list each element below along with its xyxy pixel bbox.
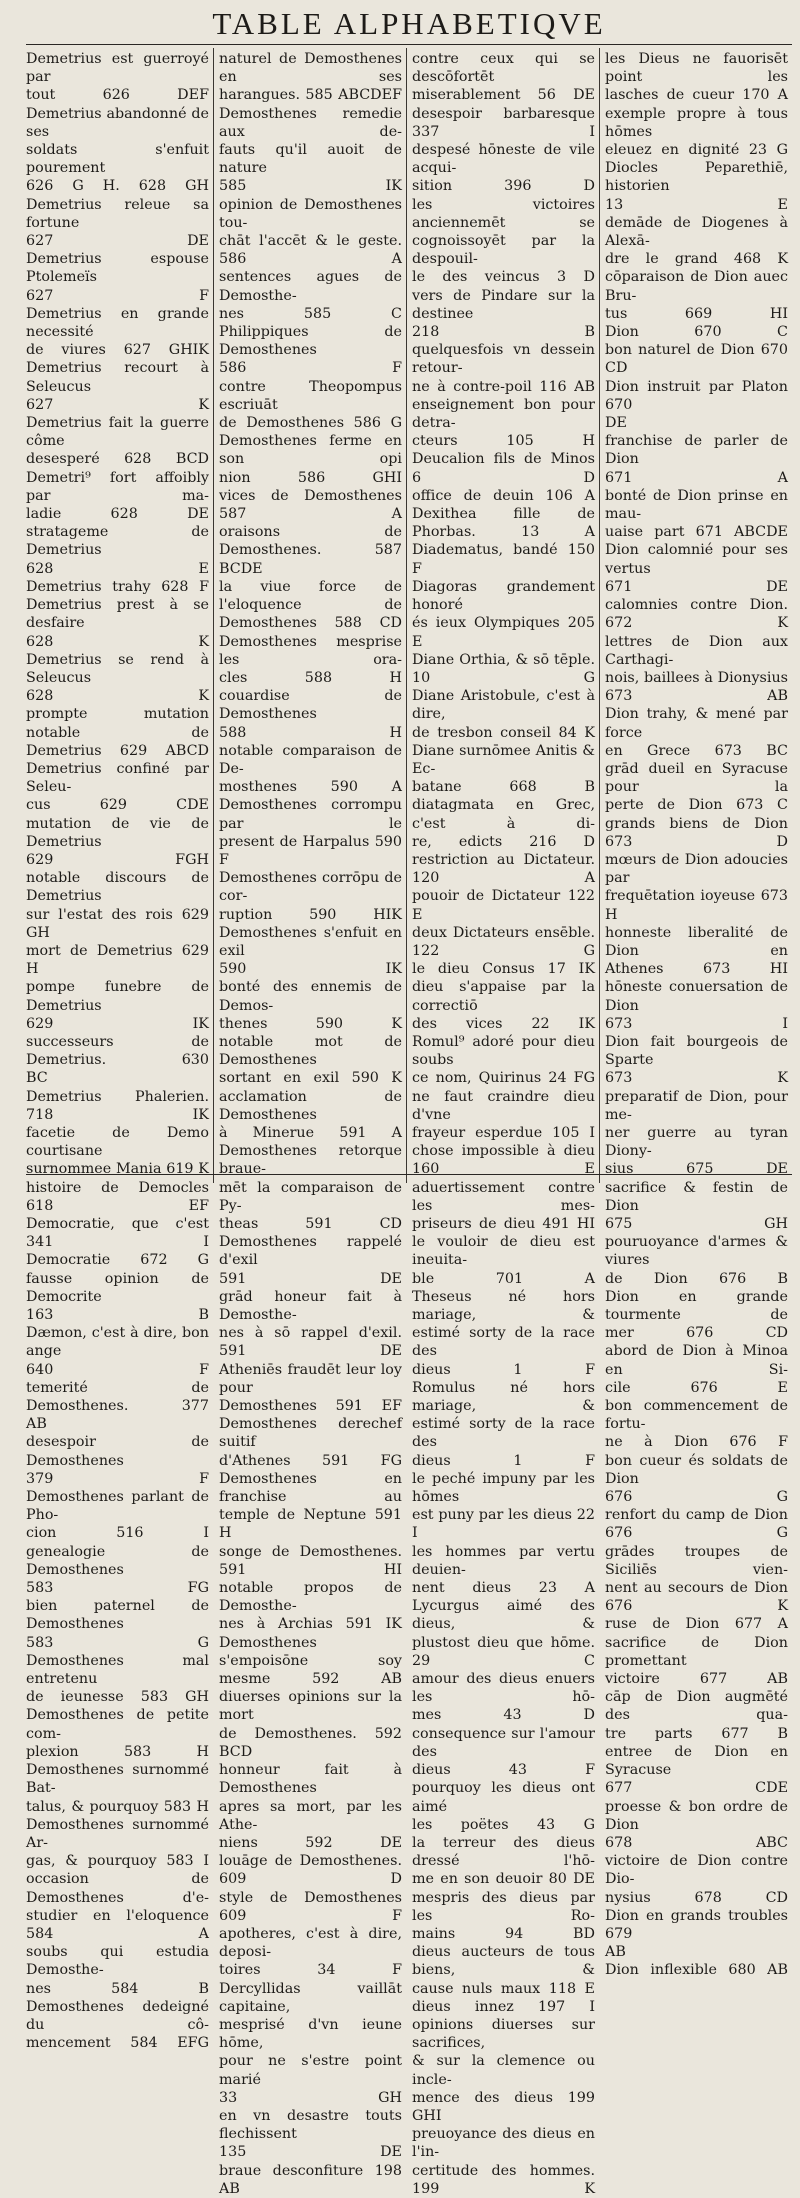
index-line: notable discours de Demetrius <box>26 870 209 905</box>
index-line: apotheres, c'est à dire, deposi- <box>219 1925 402 1961</box>
index-line: diatagmata en Grec, c'est à di- <box>412 797 595 832</box>
index-line: uaise part 671 ABCDE <box>605 524 788 541</box>
page-header <box>26 4 792 45</box>
index-line: sius 675 DE <box>605 1161 788 1178</box>
index-line: Demosthenes corrōpu de cor- <box>219 870 402 905</box>
index-line: de Demosthenes 586 G <box>219 415 402 432</box>
index-line: nes 584 B <box>26 1980 209 1997</box>
index-line: 678 ABC <box>605 1834 788 1851</box>
index-line: contre ceux qui se descōfortēt <box>412 51 595 86</box>
index-line: mutation de vie de Demetrius <box>26 815 209 850</box>
index-line: Demosthenes en franchise au <box>219 1470 402 1506</box>
index-line: Diagoras grandement honoré <box>412 578 595 614</box>
index-line: de ieunesse 583 GH <box>26 1689 209 1706</box>
index-line: franchise de parler de Dion <box>605 433 788 468</box>
index-line: Demetrius est guerroyé par <box>26 51 209 86</box>
index-line: Dion fait bourgeois de Sparte <box>605 1033 788 1069</box>
index-line: exemple propre à tous hōmes <box>605 105 788 140</box>
index-line: opinions diuerses sur sacrifices, <box>412 2016 595 2052</box>
index-line: cus 629 CDE <box>26 797 209 814</box>
index-line: des vices 22 IK <box>412 1015 595 1032</box>
index-line: mes 43 D <box>412 1707 595 1724</box>
index-line: nes à Archias 591 IK <box>219 1616 402 1633</box>
index-line: ce nom, Quirinus 24 FG <box>412 1070 595 1087</box>
index-line: Demosthenes de petite com- <box>26 1707 209 1742</box>
index-line: le vouloir de dieu est ineuita- <box>412 1234 595 1269</box>
index-line: dieus 43 F <box>412 1762 595 1779</box>
index-line: 628 K <box>26 688 209 705</box>
index-line: Demetrius prest à se desfaire <box>26 597 209 632</box>
index-line: sentences agues de Demosthe- <box>219 269 402 304</box>
index-line: studier en l'eloquence <box>26 1907 209 1924</box>
index-line: les poëtes 43 G <box>412 1816 595 1833</box>
index-line: bon commencement de fortu- <box>605 1398 788 1433</box>
index-line: 379 F <box>26 1470 209 1487</box>
index-line: sortant en exil 590 K <box>219 1070 402 1087</box>
index-line: pour ne s'estre point marié <box>219 2053 402 2088</box>
index-line: preparatif de Dion, pour me- <box>605 1088 788 1123</box>
index-line: apres sa mort, par les Athe- <box>219 1798 402 1833</box>
index-line: la viue force de l'eloquence de <box>219 578 402 614</box>
index-line: fausse opinion de Democrite <box>26 1270 209 1305</box>
index-line: proesse & bon ordre de Dion <box>605 1798 788 1833</box>
index-line: nois, baillees à Dionysius <box>605 669 788 686</box>
index-line: thenes 590 K <box>219 1015 402 1032</box>
index-line: Dion en grands troubles 679 <box>605 1907 788 1942</box>
index-line: 590 IK <box>219 961 402 978</box>
index-line: louāge de Demosthenes. 609 D <box>219 1853 402 1888</box>
index-line: d'Athenes 591 FG <box>219 1452 402 1469</box>
index-line: Diocles Peparethiē, historien <box>605 160 788 195</box>
index-line: cognoissoyēt par la despouil- <box>412 233 595 268</box>
index-line: hōneste conuersation de Dion <box>605 979 788 1014</box>
index-line: frayeur esperdue 105 I <box>412 1124 595 1141</box>
index-line: sur l'estat des rois 629 GH <box>26 906 209 941</box>
index-line: naturel de Demosthenes en ses <box>219 51 402 86</box>
index-line: mence des dieus 199 GHI <box>412 2089 595 2124</box>
index-line: Dion 670 C <box>605 324 788 341</box>
index-line: 676 G <box>605 1489 788 1506</box>
index-line: pompe funebre de Demetrius <box>26 979 209 1014</box>
index-line: les hommes par vertu deuien- <box>412 1543 595 1578</box>
index-line: office de deuin 106 A <box>412 487 595 504</box>
index-line: Demosthenes retorque braue- <box>219 1143 402 1178</box>
index-line: Demosthenes s'enfuit en exil <box>219 924 402 959</box>
index-line: les Dieus ne fauorisēt point les <box>605 51 788 86</box>
index-line: grād dueil en Syracuse pour la <box>605 760 788 796</box>
index-line: 586 F <box>219 360 402 377</box>
index-line: Lycurgus aimé des dieus, & <box>412 1598 595 1633</box>
index-line: bonté de Dion prinse en mau- <box>605 487 788 523</box>
index-line: pouruoyance d'armes & viures <box>605 1234 788 1269</box>
index-line: à Minerue 591 A <box>219 1124 402 1141</box>
index-column-2 <box>213 48 406 2197</box>
index-line: lettres de Dion aux Carthagi- <box>605 633 788 668</box>
index-line: prompte mutation notable de <box>26 706 209 741</box>
index-line: notable propos de Demosthe- <box>219 1580 402 1615</box>
index-line: victoire 677 AB <box>605 1671 788 1688</box>
index-line: songe de Demosthenes. 591 HI <box>219 1543 402 1578</box>
index-line: Demetrius releue sa fortune <box>26 196 209 231</box>
index-line: est puny par les dieus 22 I <box>412 1507 595 1542</box>
index-line: ne à contre-poil 116 AB <box>412 378 595 395</box>
index-line: preuoyance des dieus en l'in- <box>412 2126 595 2161</box>
index-line: re, edicts 216 D <box>412 833 595 850</box>
index-line: Diane Aristobule, c'est à dire, <box>412 688 595 723</box>
index-line: mespris des dieus par les Ro- <box>412 1889 595 1924</box>
index-line: mosthenes 590 A <box>219 779 402 796</box>
index-line: contre Theopompus escriuāt <box>219 378 402 413</box>
index-line: Dæmon, c'est à dire, bon ange <box>26 1325 209 1360</box>
index-line: 629 IK <box>26 1015 209 1032</box>
index-line: grādes troupes de Siciliēs vien- <box>605 1543 788 1578</box>
index-line: diuerses opinions sur la mort <box>219 1689 402 1724</box>
index-line: talus, & pourquoy 583 H <box>26 1798 209 1815</box>
index-line: 676 K <box>605 1598 788 1615</box>
index-line: BCDE <box>219 560 263 577</box>
index-line: miserablement 56 DE <box>412 87 595 104</box>
index-line: mencement 584 EFG <box>26 2035 209 2052</box>
index-line: Demetri⁹ fort affoibly par ma- <box>26 469 209 504</box>
index-line: mesprisé d'vn ieune hōme, <box>219 2016 402 2052</box>
index-line: Demetrius abandonné de ses <box>26 105 209 140</box>
index-line: sacrifice de Dion promettant <box>605 1634 788 1669</box>
index-line: bonté des ennemis de Demos- <box>219 979 402 1014</box>
index-line: ne à Dion 676 F <box>605 1434 788 1451</box>
index-line: DE <box>605 415 627 432</box>
index-line: 583 FG <box>26 1580 209 1597</box>
index-line: genealogie de Demosthenes <box>26 1543 209 1578</box>
index-line: ruption 590 HIK <box>219 906 402 923</box>
index-line: 629 FGH <box>26 851 209 868</box>
index-line: facetie de Demo courtisane <box>26 1124 209 1160</box>
index-line: desesperé 628 BCD <box>26 451 209 468</box>
index-line: desespoir barbaresque 337 I <box>412 105 595 140</box>
index-line: sition 396 D <box>412 178 595 195</box>
index-line: Demosthenes surnommé Bat- <box>26 1762 209 1797</box>
index-line: Dion en grande tourmente de <box>605 1288 788 1324</box>
index-line: cāp de Dion augmēté des qua- <box>605 1689 788 1724</box>
index-line: Dion trahy, & mené par force <box>605 706 788 741</box>
index-line: eleuez en dignité 23 G <box>605 142 788 159</box>
index-line: 640 F <box>26 1361 209 1378</box>
index-line: soubs qui estudia Demosthe- <box>26 1944 209 1979</box>
index-line: renfort du camp de Dion <box>605 1507 788 1524</box>
index-line: & sur la clemence ou incle- <box>412 2053 595 2088</box>
index-line: demāde de Diogenes à Alexā- <box>605 214 788 250</box>
index-line: Demosthenes derechef suitif <box>219 1416 402 1451</box>
index-line: mort de Demetrius 629 H <box>26 942 209 978</box>
index-line: nion 586 GHI <box>219 469 402 486</box>
index-line: tout 626 DEF <box>26 87 209 104</box>
index-line: temerité de Demosthenes. 377 <box>26 1379 209 1415</box>
index-line: gas, & pourquoy 583 I <box>26 1853 209 1870</box>
index-line: 584 A <box>26 1925 209 1942</box>
index-line: temple de Neptune 591 H <box>219 1507 402 1542</box>
index-line: 627 F <box>26 287 209 304</box>
index-line: Demetrius recourt à Seleucus <box>26 360 209 395</box>
index-line: dre le grand 468 K <box>605 251 788 268</box>
index-line: Athenes 673 HI <box>605 961 788 978</box>
index-line: vers de Pindare sur la destinee <box>412 287 595 322</box>
index-line: Demosthenes ferme en son opi <box>219 433 402 468</box>
index-line: cause nuls maux 118 E <box>412 1980 595 1997</box>
index-line: me en son deuoir 80 DE <box>412 1871 595 1888</box>
index-line: Dercyllidas vaillāt capitaine, <box>219 1980 402 2015</box>
index-line: plexion 583 H <box>26 1743 209 1760</box>
index-line: Dexithea fille de Phorbas. 13 A <box>412 506 595 541</box>
index-line: Demetrius espouse Ptolemeïs <box>26 251 209 286</box>
index-line: dieus 1 F <box>412 1361 595 1378</box>
index-line: bon naturel de Dion 670 <box>605 342 788 359</box>
index-line: Demetrius 629 ABCD <box>26 742 209 759</box>
index-line: restriction au Dictateur. 120 A <box>412 851 595 887</box>
index-line: AB <box>26 1416 47 1433</box>
index-line: tre parts 677 B <box>605 1725 788 1742</box>
index-line: 585 IK <box>219 178 402 195</box>
index-line: Demosthenes surnommé Ar- <box>26 1816 209 1851</box>
index-line: 135 DE <box>219 2144 402 2161</box>
index-line: dieus 1 F <box>412 1452 595 1469</box>
index-line: certitude des hommes. 199 K <box>412 2162 595 2197</box>
index-line: Diane Orthia, & sō tēple. 10 G <box>412 651 595 686</box>
index-line: Deucalion fils de Minos 6 D <box>412 451 595 486</box>
index-line: mer 676 CD <box>605 1325 788 1342</box>
index-line: Demosthenes mesprise les ora- <box>219 633 402 668</box>
index-line: abord de Dion à Minoa en Si- <box>605 1343 788 1378</box>
index-column-4 <box>599 48 792 1979</box>
index-line: cteurs 105 H <box>412 433 595 450</box>
index-line: 673 AB <box>605 688 788 705</box>
index-line: de viures 627 GHIK <box>26 342 209 359</box>
index-line: toires 34 F <box>219 1962 402 1979</box>
index-line: aduertissement contre les mes- <box>412 1179 595 1214</box>
index-line: 583 G <box>26 1634 209 1651</box>
index-line: le des veincus 3 D <box>412 269 595 286</box>
index-line: Diane surnōmee Anitis & Ec- <box>412 742 595 777</box>
index-line: 628 K <box>26 633 209 650</box>
index-line: 627 DE <box>26 233 209 250</box>
index-line: amour des dieus enuers les hō- <box>412 1671 595 1706</box>
index-line: le peché impuny par les hōmes <box>412 1470 595 1506</box>
index-line: batane 668 B <box>412 779 595 796</box>
index-line: surnommee Mania 619 K <box>26 1161 209 1178</box>
index-line: en vn desastre touts flechissent <box>219 2107 402 2143</box>
index-line: cion 516 I <box>26 1525 209 1542</box>
index-line: honneste liberalité de Dion en <box>605 924 788 959</box>
index-line: plustost dieu que hōme. 29 C <box>412 1634 595 1669</box>
index-line: grād honeur fait à Demosthe- <box>219 1288 402 1324</box>
index-line: occasion de Demosthenes d'e- <box>26 1871 209 1906</box>
index-line: Democratie, que c'est 341 I <box>26 1216 209 1251</box>
index-line: consequence sur l'amour des <box>412 1725 595 1760</box>
index-line: 33 GH <box>219 2089 402 2106</box>
index-line: chāt l'accēt & le geste. 586 A <box>219 233 402 268</box>
index-line: Diadematus, bandé 150 F <box>412 542 595 577</box>
index-line: nent au secours de Dion <box>605 1580 788 1597</box>
index-line: de Demosthenes. 592 BCD <box>219 1725 402 1760</box>
index-line: Dion instruit par Platon 670 <box>605 378 788 413</box>
index-line: Demetrius se rend à Seleucus <box>26 651 209 686</box>
index-line: honneur fait à Demosthenes <box>219 1762 402 1797</box>
index-line: nes à sō rappel d'exil. 591 DE <box>219 1325 402 1360</box>
index-line: nent dieus 23 A <box>412 1580 595 1597</box>
index-line: dieus innez 197 I <box>412 1998 595 2015</box>
index-line: Demosthenes dedeigné du cô- <box>26 1998 209 2033</box>
index-line: cles 588 H <box>219 669 402 686</box>
index-line: 13 E <box>605 196 788 213</box>
index-line: Dion inflexible 680 AB <box>605 1962 788 1979</box>
index-line: 671 A <box>605 469 788 486</box>
index-line: ble 701 A <box>412 1270 595 1287</box>
index-line: mains 94 BD <box>412 1925 595 1942</box>
index-line: ruse de Dion 677 A <box>605 1616 788 1633</box>
index-line: Demosthenes corrompu par le <box>219 797 402 832</box>
index-line: 218 B <box>412 324 595 341</box>
index-line: 163 B <box>26 1307 209 1324</box>
index-line: estimé sorty de la race des <box>412 1325 595 1360</box>
index-line: les victoires anciennemēt se <box>412 196 595 231</box>
index-column-1 <box>26 48 213 2052</box>
index-line: 673 K <box>605 1070 788 1087</box>
index-line: CD <box>605 360 628 377</box>
index-line: niens 592 DE <box>219 1834 402 1851</box>
index-line: pouoir de Dictateur 122 E <box>412 888 595 923</box>
index-line: priseurs de dieu 491 HI <box>412 1216 595 1232</box>
index-line: notable mot de Demosthenes <box>219 1033 402 1069</box>
index-line: Demetrius confiné par Seleu- <box>26 760 209 796</box>
index-line: Democratie 672 G <box>26 1252 209 1269</box>
index-line: Demosthenes mal entretenu <box>26 1652 209 1688</box>
index-line: Demosthenes parlant de Pho- <box>26 1489 209 1524</box>
index-line: 626 G H. 628 GH <box>26 178 209 195</box>
index-line: theas 591 CD <box>219 1216 402 1232</box>
index-columns <box>26 48 792 2197</box>
index-line: mēt la comparaison de Py- <box>219 1179 402 1214</box>
index-line: grands biens de Dion 673 D <box>605 815 788 850</box>
index-line: chose impossible à dieu 160 E <box>412 1143 595 1178</box>
index-line: fauts qu'il auoit de nature <box>219 142 402 177</box>
index-line: Demetrius en grande necessité <box>26 305 209 341</box>
index-line: pourquoy les dieus ont aimé <box>412 1780 595 1815</box>
index-line: calomnies contre Dion. 672 K <box>605 597 788 632</box>
index-line: histoire de Democles 618 EF <box>26 1179 209 1214</box>
index-line: és ieux Olympiques 205 E <box>412 615 595 650</box>
index-line: successeurs de Demetrius. 630 <box>26 1033 209 1069</box>
index-line: la terreur des dieus dressé l'hō- <box>412 1834 595 1870</box>
index-line: dieus aucteurs de tous biens, & <box>412 1944 595 1979</box>
index-line: cile 676 E <box>605 1379 788 1396</box>
index-line: Demosthenes rappelé d'exil <box>219 1234 402 1269</box>
index-line: lasches de cueur 170 A <box>605 87 788 104</box>
index-line: mesme 592 AB <box>219 1671 402 1688</box>
index-line: estimé sorty de la race des <box>412 1416 595 1451</box>
index-line: Demosthenes remedie aux de- <box>219 105 402 140</box>
index-line: Dion calomnié pour ses vertus <box>605 542 788 577</box>
index-line: despesé hōneste de vile acqui- <box>412 142 595 177</box>
index-line: 628 E <box>26 560 209 577</box>
page-title: TABLE ALPHABETIQVE <box>212 6 606 41</box>
index-line: 677 CDE <box>605 1780 788 1797</box>
index-line: enseignement bon pour detra- <box>412 396 595 432</box>
index-line: nes 585 C <box>219 305 402 322</box>
index-line: braue desconfiture 198 AB <box>219 2162 402 2197</box>
index-line: deux Dictateurs ensēble. 122 G <box>412 924 595 959</box>
index-line: Demetrius fait la guerre côme <box>26 415 209 450</box>
index-line: bon cueur és soldats de Dion <box>605 1452 788 1487</box>
index-line: BC <box>26 1070 48 1087</box>
index-line: tus 669 HI <box>605 305 788 322</box>
index-line: soldats s'enfuit pourement <box>26 142 209 177</box>
index-line: acclamation de Demosthenes <box>219 1088 402 1123</box>
index-line: de tresbon conseil 84 K <box>412 724 595 741</box>
index-line: perte de Dion 673 C <box>605 797 788 814</box>
index-line: desespoir de Demosthenes <box>26 1434 209 1469</box>
index-line: bien paternel de Demosthenes <box>26 1598 209 1633</box>
index-line: oraisons de Demosthenes. 587 <box>219 524 402 559</box>
index-line: present de Harpalus 590 F <box>219 833 402 868</box>
index-line: cōparaison de Dion auec Bru- <box>605 269 788 304</box>
index-line: 675 GH <box>605 1216 788 1232</box>
bottom-rule <box>26 1174 792 1175</box>
index-line: Demosthenes 591 EF <box>219 1398 402 1415</box>
index-line: harangues. 585 ABCDEF <box>219 87 402 104</box>
index-line: 676 G <box>605 1525 788 1542</box>
index-line: le dieu Consus 17 IK <box>412 961 595 978</box>
index-line: Demetrius Phalerien. 718 IK <box>26 1088 209 1123</box>
index-line: opinion de Demosthenes tou- <box>219 196 402 231</box>
index-line: Theseus né hors mariage, & <box>412 1288 595 1324</box>
index-line: de Dion 676 B <box>605 1270 788 1287</box>
index-line: Romulus né hors mariage, & <box>412 1379 595 1415</box>
index-line: Philippiques de Demosthenes <box>219 324 402 359</box>
index-line: dieu s'appaise par la correctiō <box>412 979 595 1014</box>
index-line: mœurs de Dion adoucies par <box>605 851 788 887</box>
index-line: 588 H <box>219 724 402 741</box>
index-line: ladie 628 DE <box>26 506 209 523</box>
index-line: victoire de Dion contre Dio- <box>605 1853 788 1888</box>
index-line: Demosthenes s'empoisōne soy <box>219 1634 402 1669</box>
index-line: Demosthenes 588 CD <box>219 615 402 632</box>
index-line: Romul⁹ adoré pour dieu soubs <box>412 1033 595 1069</box>
index-line: notable comparaison de De- <box>219 742 402 777</box>
index-line: Atheniēs fraudēt leur loy pour <box>219 1361 402 1396</box>
index-line: 591 DE <box>219 1270 402 1287</box>
index-line: style de Demosthenes 609 F <box>219 1889 402 1924</box>
index-line: quelquesfois vn dessein retour- <box>412 342 595 377</box>
index-line: Demetrius trahy 628 F <box>26 578 209 595</box>
index-line: sacrifice & festin de Dion <box>605 1179 788 1214</box>
index-line: vices de Demosthenes 587 A <box>219 487 402 523</box>
index-line: couardise de Demosthenes <box>219 688 402 723</box>
index-line: 671 DE <box>605 578 788 595</box>
index-line: AB <box>605 1944 626 1961</box>
index-line: en Grece 673 BC <box>605 742 788 759</box>
index-line: 673 I <box>605 1015 788 1032</box>
index-line: frequētation ioyeuse 673 H <box>605 888 788 923</box>
index-column-3 <box>406 48 599 2197</box>
index-line: nysius 678 CD <box>605 1889 788 1906</box>
index-line: stratageme de Demetrius <box>26 524 209 559</box>
index-line: ne faut craindre dieu d'vne <box>412 1088 595 1123</box>
index-line: ner guerre au tyran Diony- <box>605 1124 788 1160</box>
index-line: entree de Dion en Syracuse <box>605 1743 788 1779</box>
index-line: 627 K <box>26 396 209 413</box>
